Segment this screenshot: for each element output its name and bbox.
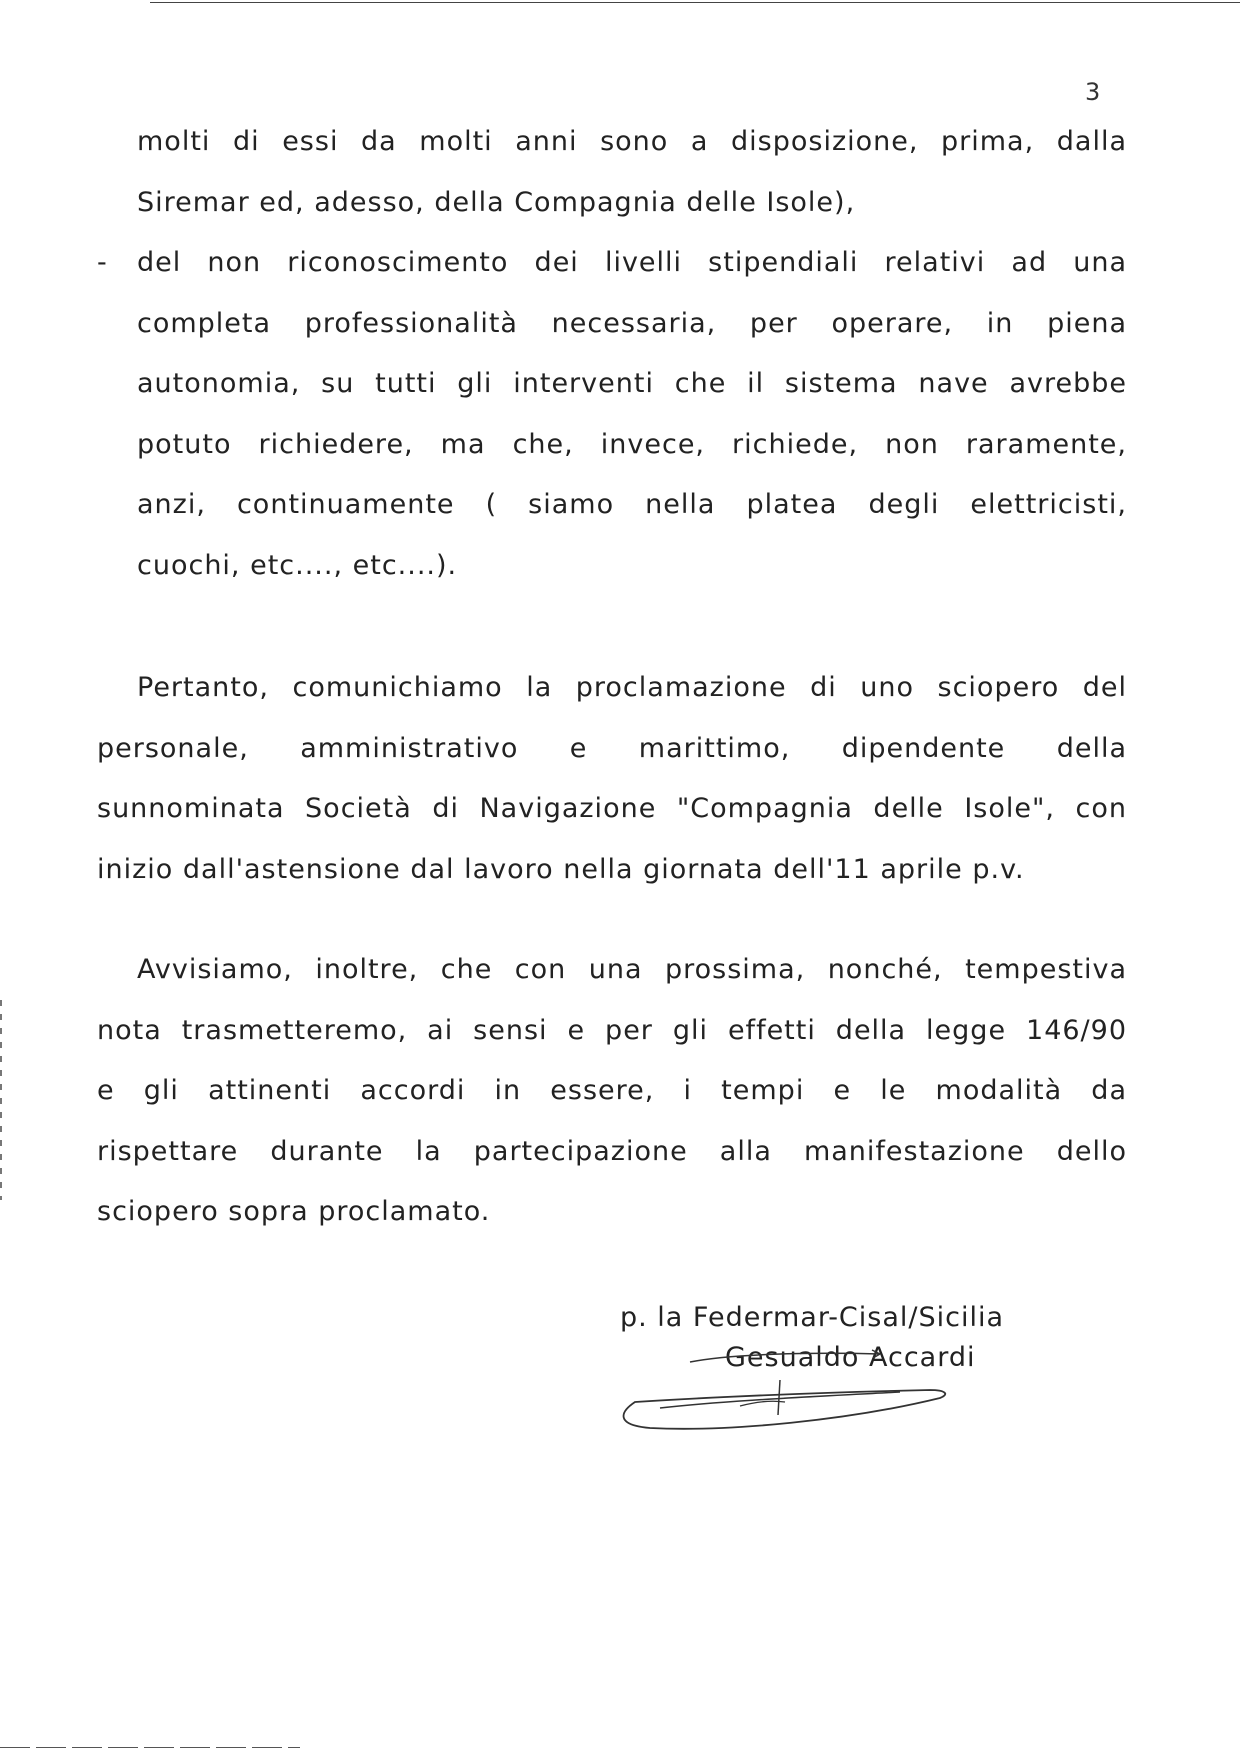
body-line: Pertanto, comunichiamo la proclamazione di uno sciopero del — [137, 672, 1127, 703]
body-line: rispettare durante la partecipazione alla manifestazione dello — [97, 1135, 1127, 1167]
bullet-line: potuto richiedere, ma che, invece, richiede, non raramente, — [137, 428, 1127, 460]
bullet-marker: - — [97, 247, 108, 278]
bullet-line: completa professionalità necessaria, per operare, in piena — [137, 307, 1127, 339]
paragraph-gap — [97, 900, 1127, 940]
paragraph-gap — [97, 596, 1127, 658]
bullet-line: anzi, continuamente ( siamo nella platea degli elettricisti, — [137, 489, 1127, 520]
body-line: e gli attinenti accordi in essere, i tempi e le modalità da — [97, 1075, 1127, 1106]
body-line: inizio dall'astensione dal lavoro nella giornata dell'11 aprile p.v. — [97, 853, 1025, 885]
bottom-scan-edge — [0, 1747, 300, 1748]
bullet-line: cuochi, etc...., etc....). — [137, 549, 458, 581]
bullet-item — [97, 233, 1127, 596]
body-line: nota trasmetteremo, ai sensi e per gli effetti della legge 146/90 — [97, 1014, 1127, 1046]
letter-body — [97, 112, 1127, 1243]
bullet-line: del non riconoscimento dei livelli stipendiali relativi ad una — [137, 247, 1127, 278]
body-line: sunnominata Società di Navigazione "Compagnia delle Isole", con — [97, 793, 1127, 824]
signature-name: Gesualdo Accardi — [725, 1342, 976, 1373]
top-scan-edge — [150, 2, 1240, 3]
page-number: 3 — [1085, 78, 1101, 106]
body-line: Avvisiamo, inoltre, che con una prossima, nonché, tempestiva — [137, 954, 1127, 985]
left-scan-edge — [0, 1000, 2, 1200]
handwritten-signature — [580, 1340, 960, 1440]
body-line: molti di essi da molti anni sono a disposizione, prima, dalla — [137, 126, 1127, 157]
body-line: personale, amministrativo e marittimo, dipendente della — [97, 732, 1127, 764]
signature-organization: p. la Federmar-Cisal/Sicilia — [620, 1302, 1005, 1333]
body-line: sciopero sopra proclamato. — [97, 1196, 491, 1227]
notice-paragraph — [97, 940, 1127, 1243]
bullet-line: autonomia, su tutti gli interventi che il sistema nave avrebbe — [137, 368, 1127, 399]
strike-paragraph — [97, 658, 1127, 900]
body-line: Siremar ed, adesso, della Compagnia delle Isole), — [137, 186, 856, 218]
